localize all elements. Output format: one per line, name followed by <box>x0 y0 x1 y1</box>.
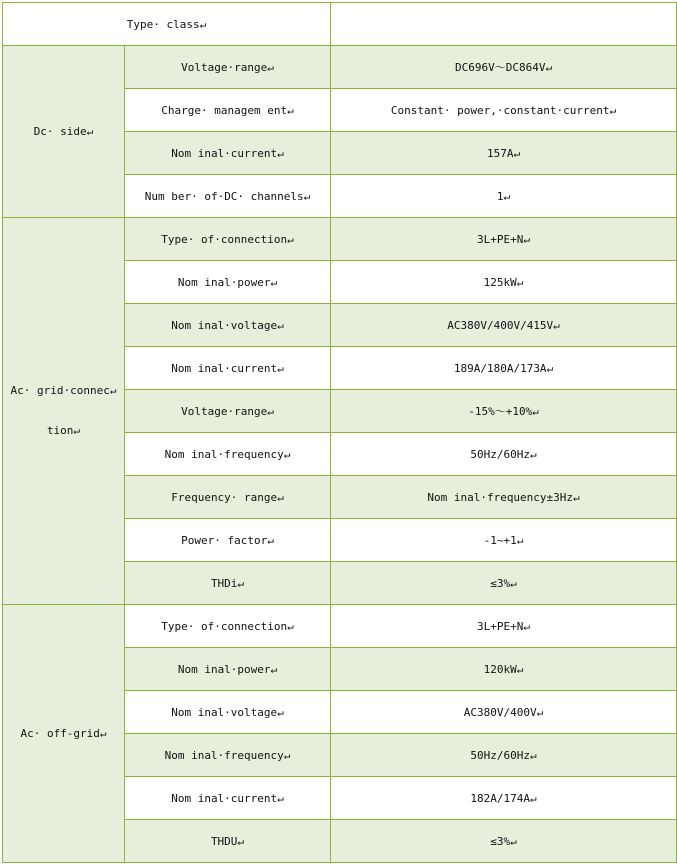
param-cell: THDU↵ <box>125 820 331 863</box>
header-label: Type· class↵ <box>3 3 331 46</box>
param-cell: Nom inal·voltage↵ <box>125 691 331 734</box>
spec-table <box>2 2 677 863</box>
value-cell: -15%～+10%↵ <box>331 390 677 433</box>
value-cell: 125kW↵ <box>331 261 677 304</box>
value-cell: 1↵ <box>331 175 677 218</box>
param-cell: Nom inal·voltage↵ <box>125 304 331 347</box>
value-cell: 3L+PE+N↵ <box>331 605 677 648</box>
value-cell: Nom inal·frequency±3Hz↵ <box>331 476 677 519</box>
param-cell: Type· of·connection↵ <box>125 605 331 648</box>
param-cell: Nom inal·power↵ <box>125 261 331 304</box>
param-cell: Frequency· range↵ <box>125 476 331 519</box>
param-cell: Nom inal·frequency↵ <box>125 433 331 476</box>
param-cell: THDi↵ <box>125 562 331 605</box>
param-cell: Nom inal·current↵ <box>125 132 331 175</box>
group-label: Dc· side↵ <box>3 46 125 218</box>
table-row <box>3 218 677 261</box>
value-cell: AC380V/400V↵ <box>331 691 677 734</box>
value-cell: 50Hz/60Hz↵ <box>331 433 677 476</box>
param-cell: Num ber· of·DC· channels↵ <box>125 175 331 218</box>
value-cell: ≤3%↵ <box>331 562 677 605</box>
value-cell: 182A/174A↵ <box>331 777 677 820</box>
value-cell: 3L+PE+N↵ <box>331 218 677 261</box>
param-cell: Nom inal·current↵ <box>125 347 331 390</box>
group-label: Ac· off-grid↵ <box>3 605 125 863</box>
param-cell: Voltage·range↵ <box>125 46 331 89</box>
spec-table-body <box>3 3 677 863</box>
value-cell: 157A↵ <box>331 132 677 175</box>
header-value <box>331 3 677 46</box>
param-cell: Nom inal·current↵ <box>125 777 331 820</box>
param-cell: Voltage·range↵ <box>125 390 331 433</box>
table-row <box>3 46 677 89</box>
param-cell: Type· of·connection↵ <box>125 218 331 261</box>
value-cell: Constant· power,·constant·current↵ <box>331 89 677 132</box>
header-row <box>3 3 677 46</box>
param-cell: Charge· managem ent↵ <box>125 89 331 132</box>
value-cell: 50Hz/60Hz↵ <box>331 734 677 777</box>
param-cell: Nom inal·power↵ <box>125 648 331 691</box>
value-cell: DC696V～DC864V↵ <box>331 46 677 89</box>
param-cell: Nom inal·frequency↵ <box>125 734 331 777</box>
value-cell: 120kW↵ <box>331 648 677 691</box>
value-cell: 189A/180A/173A↵ <box>331 347 677 390</box>
group-label: Ac· grid·connec↵ tion↵ <box>3 218 125 605</box>
value-cell: AC380V/400V/415V↵ <box>331 304 677 347</box>
value-cell: ≤3%↵ <box>331 820 677 863</box>
value-cell: -1~+1↵ <box>331 519 677 562</box>
table-row <box>3 605 677 648</box>
param-cell: Power· factor↵ <box>125 519 331 562</box>
